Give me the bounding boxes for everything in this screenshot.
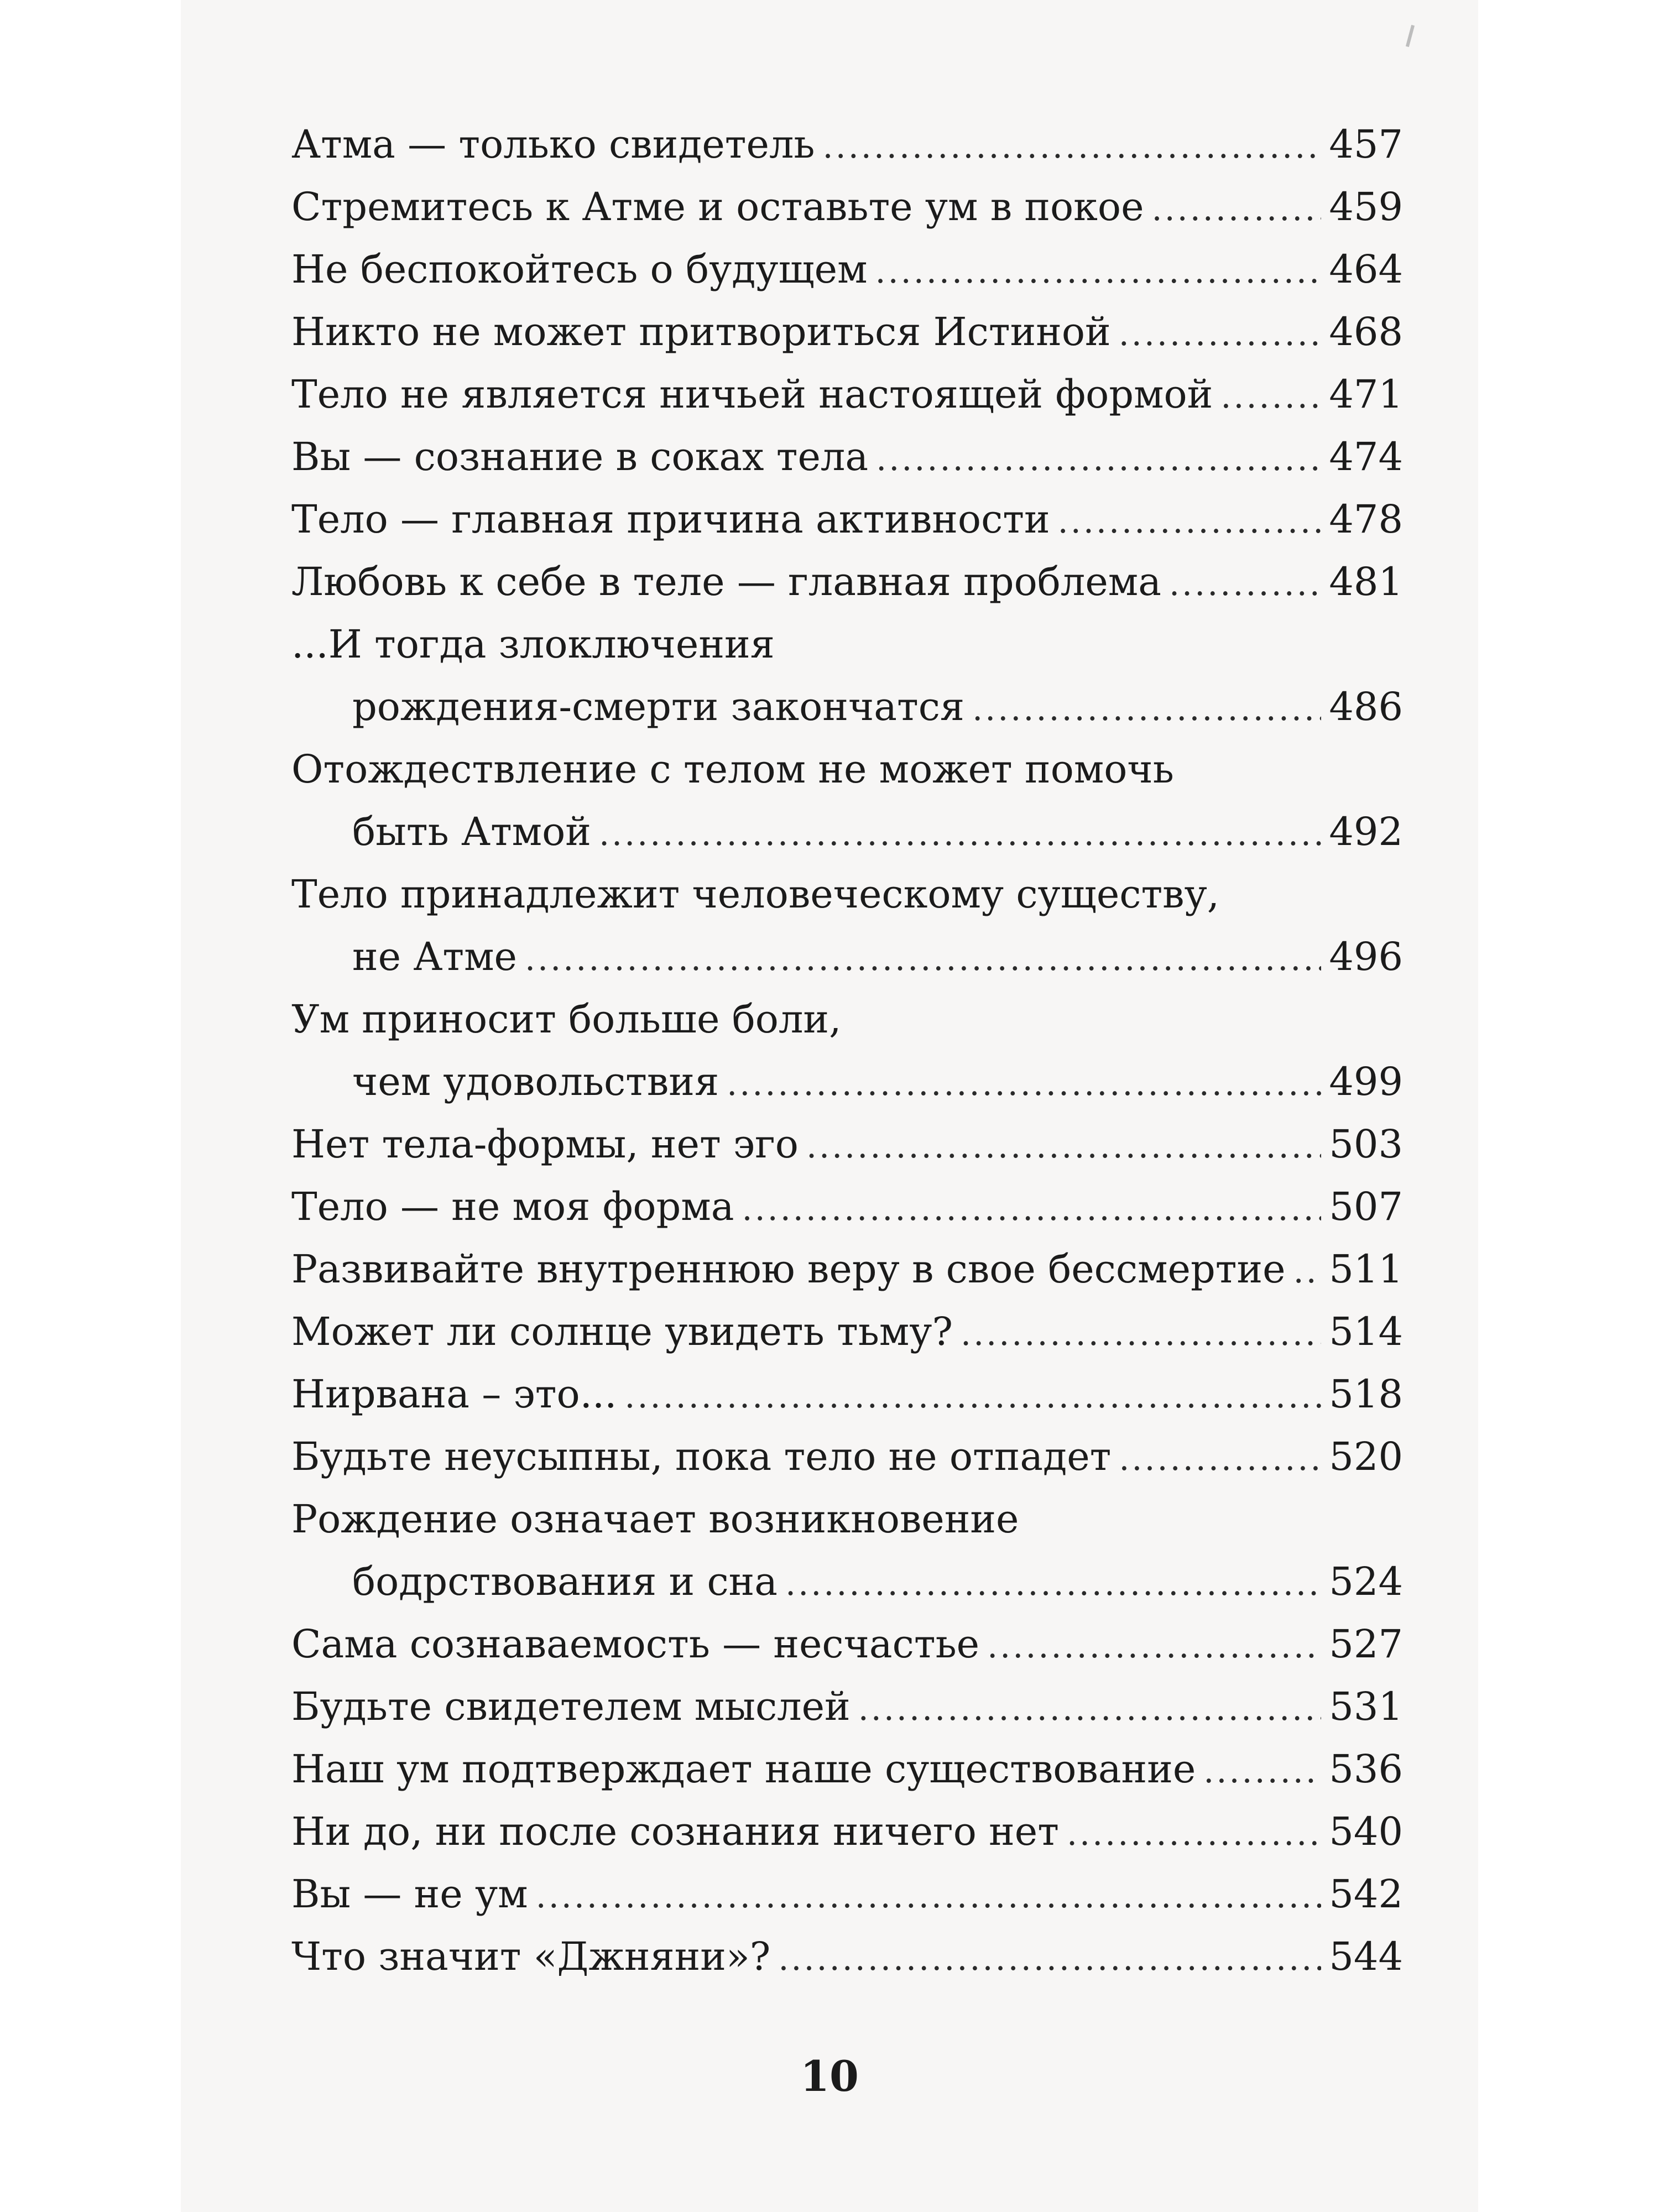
toc-entry-line bbox=[291, 1738, 1403, 1801]
toc-entry bbox=[291, 1426, 1403, 1488]
toc-page-number: 496 bbox=[1329, 934, 1403, 979]
toc-dot-leader bbox=[1067, 1803, 1321, 1865]
toc-page-number: 471 bbox=[1329, 372, 1403, 417]
toc-entry-line bbox=[291, 113, 1403, 176]
toc-entry-title: Ум приносит больше боли, bbox=[291, 997, 842, 1042]
toc-entry-line bbox=[291, 1551, 1403, 1613]
toc-entry-line bbox=[291, 1176, 1403, 1238]
toc-entry-line bbox=[291, 738, 1403, 801]
toc-entry bbox=[291, 1926, 1403, 1988]
table-of-contents bbox=[291, 113, 1403, 1988]
toc-dot-leader bbox=[961, 1303, 1321, 1365]
toc-entry-line bbox=[291, 1863, 1403, 1926]
toc-page-number: 507 bbox=[1329, 1184, 1403, 1229]
toc-page-number: 478 bbox=[1329, 497, 1403, 542]
page-number: 10 bbox=[800, 2052, 859, 2101]
toc-entry-title: Тело не является ничьей настоящей формой bbox=[291, 372, 1213, 417]
toc-entry-line bbox=[291, 1238, 1403, 1301]
toc-page-number: 457 bbox=[1329, 122, 1403, 167]
toc-entry bbox=[291, 551, 1403, 613]
toc-entry bbox=[291, 1863, 1403, 1926]
toc-entry-title: ...И тогда злоключения bbox=[291, 622, 775, 667]
toc-entry-title: Рождение означает возникновение bbox=[291, 1496, 1019, 1542]
toc-dot-leader bbox=[1203, 1740, 1321, 1803]
toc-entry-title: Сама сознаваемость — несчастье bbox=[291, 1621, 980, 1667]
toc-dot-leader bbox=[875, 241, 1322, 303]
toc-entry bbox=[291, 363, 1403, 426]
toc-entry-title: Тело принадлежит человеческому существу, bbox=[291, 872, 1220, 917]
toc-entry bbox=[291, 488, 1403, 551]
toc-entry-line bbox=[291, 238, 1403, 301]
toc-entry-title: Отождествление с телом не может помочь bbox=[291, 747, 1174, 792]
toc-entry-line bbox=[291, 1926, 1403, 1988]
toc-entry bbox=[291, 1301, 1403, 1363]
toc-entry-line bbox=[291, 363, 1403, 426]
toc-entry bbox=[291, 613, 1403, 738]
toc-entry-title: Наш ум подтверждает наше существование bbox=[291, 1746, 1196, 1792]
toc-entry bbox=[291, 1613, 1403, 1676]
toc-entry-title: не Атме bbox=[352, 934, 517, 979]
toc-page-number: 511 bbox=[1329, 1246, 1403, 1292]
toc-entry-line bbox=[291, 1113, 1403, 1176]
toc-page-number: 481 bbox=[1329, 559, 1403, 604]
toc-page-number: 531 bbox=[1329, 1684, 1403, 1729]
toc-entry-title: быть Атмой bbox=[352, 809, 591, 854]
toc-entry-title: Вы — сознание в соках тела bbox=[291, 434, 869, 479]
toc-entry bbox=[291, 1176, 1403, 1238]
toc-entry-title: Вы — не ум bbox=[291, 1871, 528, 1917]
toc-entry-title: Развивайте внутреннюю веру в свое бессмертие bbox=[291, 1246, 1286, 1292]
toc-page-number: 486 bbox=[1329, 684, 1403, 729]
toc-entry-line bbox=[291, 1426, 1403, 1488]
toc-dot-leader bbox=[876, 428, 1321, 491]
toc-page-number: 474 bbox=[1329, 434, 1403, 479]
toc-page-number: 520 bbox=[1329, 1434, 1403, 1479]
toc-page-number: 459 bbox=[1329, 184, 1403, 229]
toc-entry bbox=[291, 176, 1403, 238]
toc-dot-leader bbox=[1220, 366, 1321, 428]
toc-entry-line bbox=[291, 988, 1403, 1051]
toc-entry-title: Ни до, ни после сознания ничего нет bbox=[291, 1809, 1059, 1854]
toc-entry bbox=[291, 1801, 1403, 1863]
toc-dot-leader bbox=[727, 1053, 1321, 1115]
toc-dot-leader bbox=[785, 1553, 1321, 1615]
toc-entry-line bbox=[291, 613, 1403, 676]
toc-entry-title: Атма — только свидетель bbox=[291, 122, 815, 167]
toc-entry-title: Тело — не моя форма bbox=[291, 1184, 734, 1229]
toc-entry-line bbox=[291, 926, 1403, 988]
toc-entry bbox=[291, 301, 1403, 363]
toc-page-number: 544 bbox=[1329, 1934, 1403, 1979]
toc-entry bbox=[291, 238, 1403, 301]
toc-dot-leader bbox=[1293, 1240, 1322, 1303]
toc-dot-leader bbox=[536, 1865, 1322, 1928]
toc-entry-line bbox=[291, 488, 1403, 551]
toc-entry-title: Может ли солнце увидеть тьму? bbox=[291, 1309, 953, 1354]
toc-entry-line bbox=[291, 1301, 1403, 1363]
toc-entry-line bbox=[291, 176, 1403, 238]
toc-dot-leader bbox=[823, 116, 1322, 178]
toc-dot-leader bbox=[806, 1115, 1321, 1178]
toc-dot-leader bbox=[1169, 553, 1321, 615]
toc-page-number: 518 bbox=[1329, 1371, 1403, 1417]
toc-entry-title: Нирвана – это... bbox=[291, 1371, 617, 1417]
toc-entry-line bbox=[291, 676, 1403, 738]
toc-dot-leader bbox=[742, 1178, 1322, 1240]
toc-entry-title: Что значит «Джняни»? bbox=[291, 1934, 771, 1979]
toc-entry-title: Будьте свидетелем мыслей bbox=[291, 1684, 851, 1729]
toc-page-number: 464 bbox=[1329, 247, 1403, 292]
toc-entry-title: Не беспокойтесь о будущем bbox=[291, 247, 868, 292]
toc-entry-line bbox=[291, 301, 1403, 363]
toc-entry-title: Никто не может притвориться Истиной bbox=[291, 309, 1111, 354]
toc-page-number: 468 bbox=[1329, 309, 1403, 354]
toc-entry-title: рождения-смерти закончатся bbox=[352, 684, 965, 729]
toc-entry-line bbox=[291, 801, 1403, 863]
toc-entry bbox=[291, 1363, 1403, 1426]
toc-page-number: 503 bbox=[1329, 1121, 1403, 1167]
toc-entry-line bbox=[291, 1051, 1403, 1113]
pencil-mark bbox=[1406, 25, 1415, 47]
toc-entry-line bbox=[291, 426, 1403, 488]
toc-dot-leader bbox=[987, 1615, 1321, 1678]
toc-entry bbox=[291, 1738, 1403, 1801]
toc-entry bbox=[291, 113, 1403, 176]
toc-dot-leader bbox=[525, 928, 1321, 990]
toc-dot-leader bbox=[778, 1928, 1321, 1990]
toc-page-number: 514 bbox=[1329, 1309, 1403, 1354]
toc-entry-title: чем удовольствия bbox=[352, 1059, 719, 1104]
toc-entry-line bbox=[291, 1676, 1403, 1738]
toc-entry-line bbox=[291, 1363, 1403, 1426]
toc-page-number: 524 bbox=[1329, 1559, 1403, 1604]
toc-entry-title: Стремитесь к Атме и оставьте ум в покое bbox=[291, 184, 1144, 229]
toc-entry-title: Нет тела-формы, нет эго bbox=[291, 1121, 799, 1167]
toc-dot-leader bbox=[1119, 303, 1322, 366]
toc-page-number: 540 bbox=[1329, 1809, 1403, 1854]
toc-entry bbox=[291, 1238, 1403, 1301]
toc-entry bbox=[291, 863, 1403, 988]
toc-page-number: 527 bbox=[1329, 1621, 1403, 1667]
toc-dot-leader bbox=[1119, 1428, 1321, 1490]
toc-dot-leader bbox=[599, 803, 1321, 865]
toc-entry bbox=[291, 1488, 1403, 1613]
toc-dot-leader bbox=[1152, 178, 1322, 241]
toc-entry-line bbox=[291, 1801, 1403, 1863]
toc-page-number: 492 bbox=[1329, 809, 1403, 854]
toc-entry-title: бодрствования и сна bbox=[352, 1559, 778, 1604]
toc-page-number: 536 bbox=[1329, 1746, 1403, 1792]
toc-page-number: 499 bbox=[1329, 1059, 1403, 1104]
toc-dot-leader bbox=[858, 1678, 1322, 1740]
toc-entry-title: Тело — главная причина активности bbox=[291, 497, 1050, 542]
toc-page-number: 542 bbox=[1329, 1871, 1403, 1917]
toc-entry-line bbox=[291, 863, 1403, 926]
toc-entry bbox=[291, 738, 1403, 863]
toc-entry-title: Будьте неусыпны, пока тело не отпадет bbox=[291, 1434, 1112, 1479]
toc-entry bbox=[291, 1113, 1403, 1176]
toc-entry-line bbox=[291, 1488, 1403, 1551]
toc-entry-line bbox=[291, 551, 1403, 613]
toc-dot-leader bbox=[624, 1365, 1321, 1428]
toc-entry-title: Любовь к себе в теле — главная проблема bbox=[291, 559, 1161, 604]
toc-entry bbox=[291, 426, 1403, 488]
toc-dot-leader bbox=[1058, 491, 1322, 553]
toc-entry-line bbox=[291, 1613, 1403, 1676]
book-page bbox=[181, 0, 1478, 2212]
toc-entry bbox=[291, 988, 1403, 1113]
toc-entry bbox=[291, 1676, 1403, 1738]
toc-dot-leader bbox=[972, 678, 1321, 740]
